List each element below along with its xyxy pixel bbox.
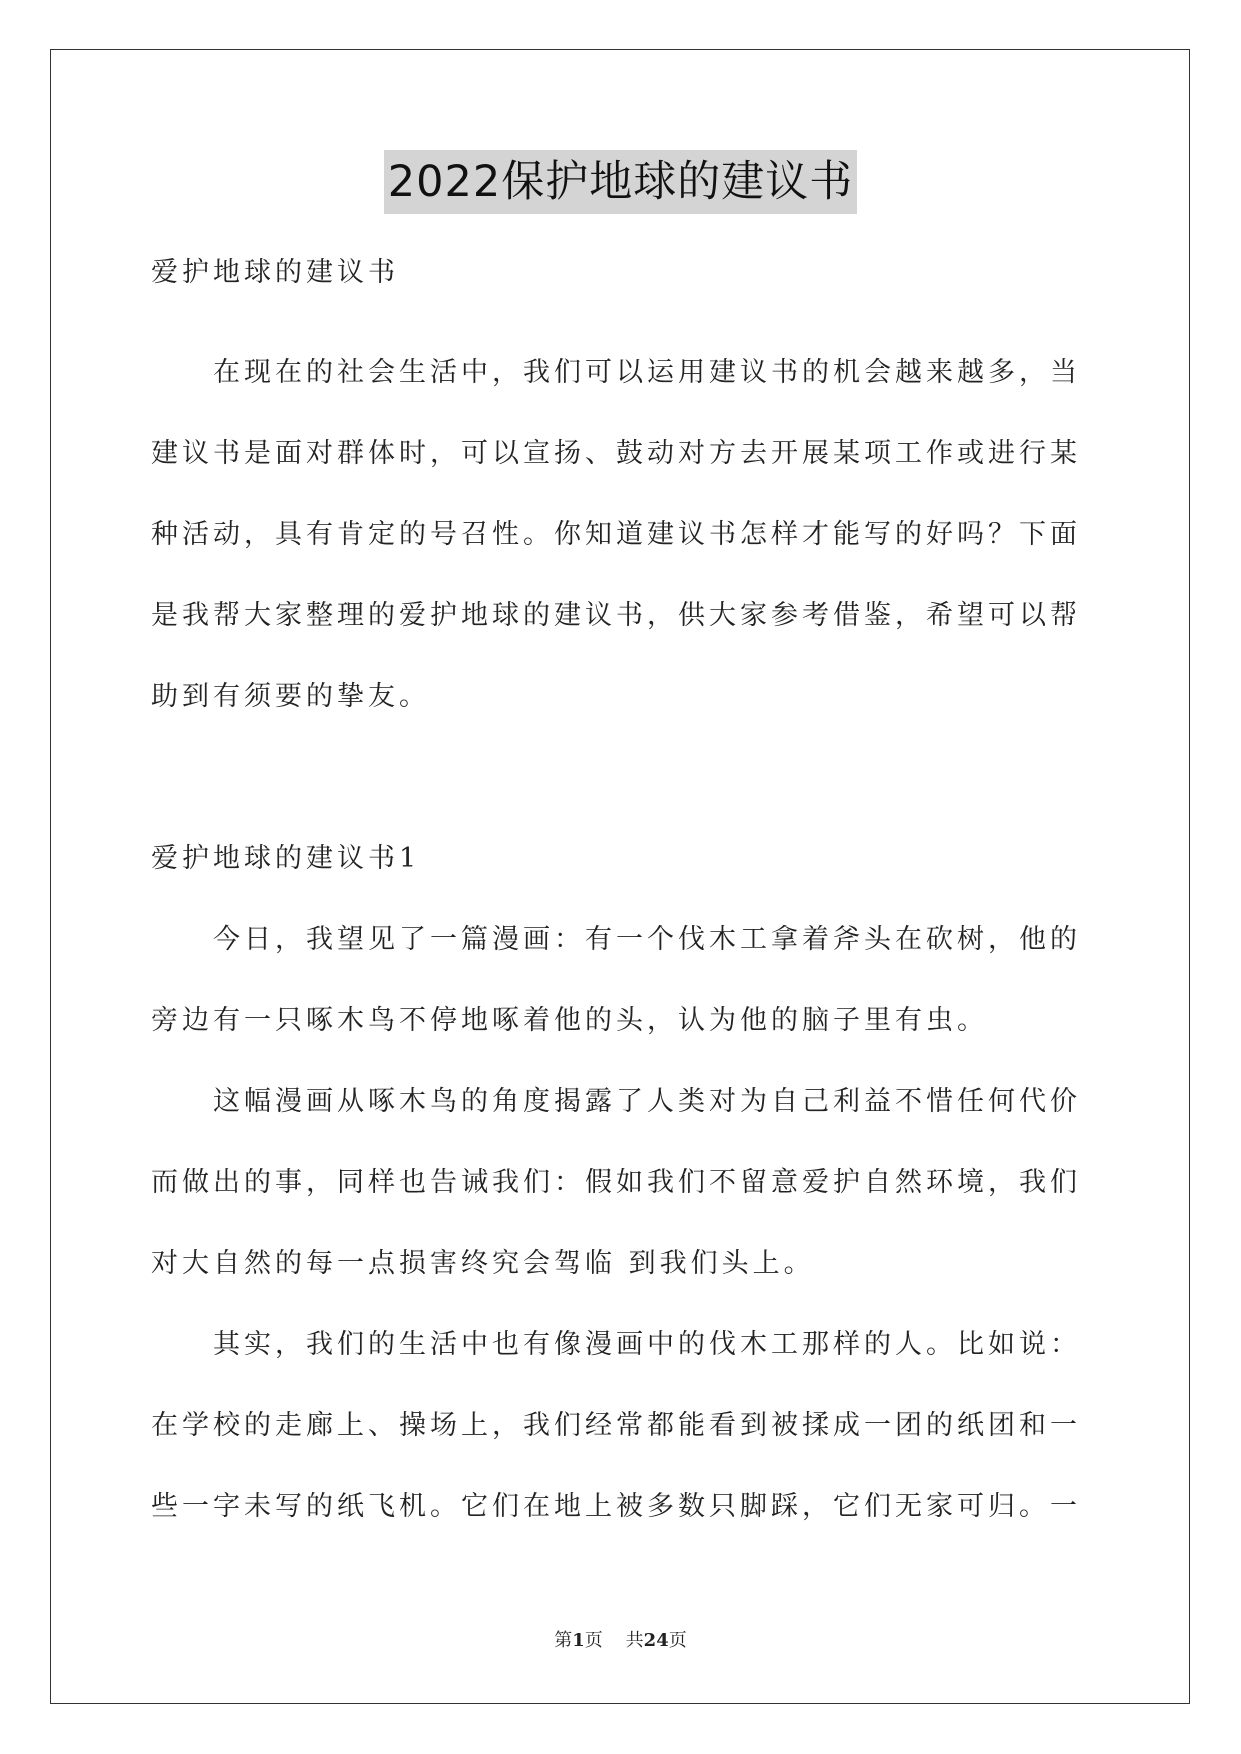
intro-line: 在现在的社会生活中，我们可以运用建议书的机会越来越多，当: [213, 357, 1081, 388]
intro-line: 种活动，具有肯定的号召性。你知道建议书怎样才能写的好吗？下面: [151, 519, 1081, 550]
page-suffix: 页: [584, 1630, 603, 1651]
intro-line: 助到有须要的挚友。: [151, 681, 430, 712]
paragraph-line: 旁边有一只啄木鸟不停地啄着他的头，认为他的脑子里有虫。: [151, 1005, 988, 1036]
title-container: [0, 150, 1241, 214]
total-pages: 24: [643, 1630, 669, 1651]
intro-line: 是我帮大家整理的爱护地球的建议书，供大家参考借鉴，希望可以帮: [151, 600, 1081, 631]
paragraph-line: 今日，我望见了一篇漫画：有一个伐木工拿着斧头在砍树，他的: [213, 924, 1081, 955]
paragraph-line: 这幅漫画从啄木鸟的角度揭露了人类对为自己利益不惜任何代价: [213, 1086, 1081, 1117]
paragraph-line: 而做出的事，同样也告诫我们：假如我们不留意爱护自然环境，我们: [151, 1167, 1081, 1198]
total-prefix: 共: [625, 1630, 644, 1651]
intro-heading: 爱护地球的建议书: [151, 257, 399, 288]
total-suffix: 页: [668, 1630, 687, 1651]
page-prefix: 第: [554, 1630, 573, 1651]
paragraph-line: 在学校的走廊上、操场上，我们经常都能看到被揉成一团的纸团和一: [151, 1410, 1081, 1441]
page-number: 1: [572, 1630, 585, 1651]
section1-heading: 爱护地球的建议书1: [151, 843, 421, 874]
page-footer: [0, 1626, 1241, 1652]
paragraph-line: 些一字未写的纸飞机。它们在地上被多数只脚踩，它们无家可归。一: [151, 1491, 1081, 1522]
document-title: 2022保护地球的建议书: [384, 150, 857, 214]
paragraph-line: 其实，我们的生活中也有像漫画中的伐木工那样的人。比如说：: [213, 1329, 1081, 1360]
paragraph-line: 对大自然的每一点损害终究会驾临 到我们头上。: [151, 1248, 815, 1279]
intro-line: 建议书是面对群体时，可以宣扬、鼓动对方去开展某项工作或进行某: [151, 438, 1081, 469]
